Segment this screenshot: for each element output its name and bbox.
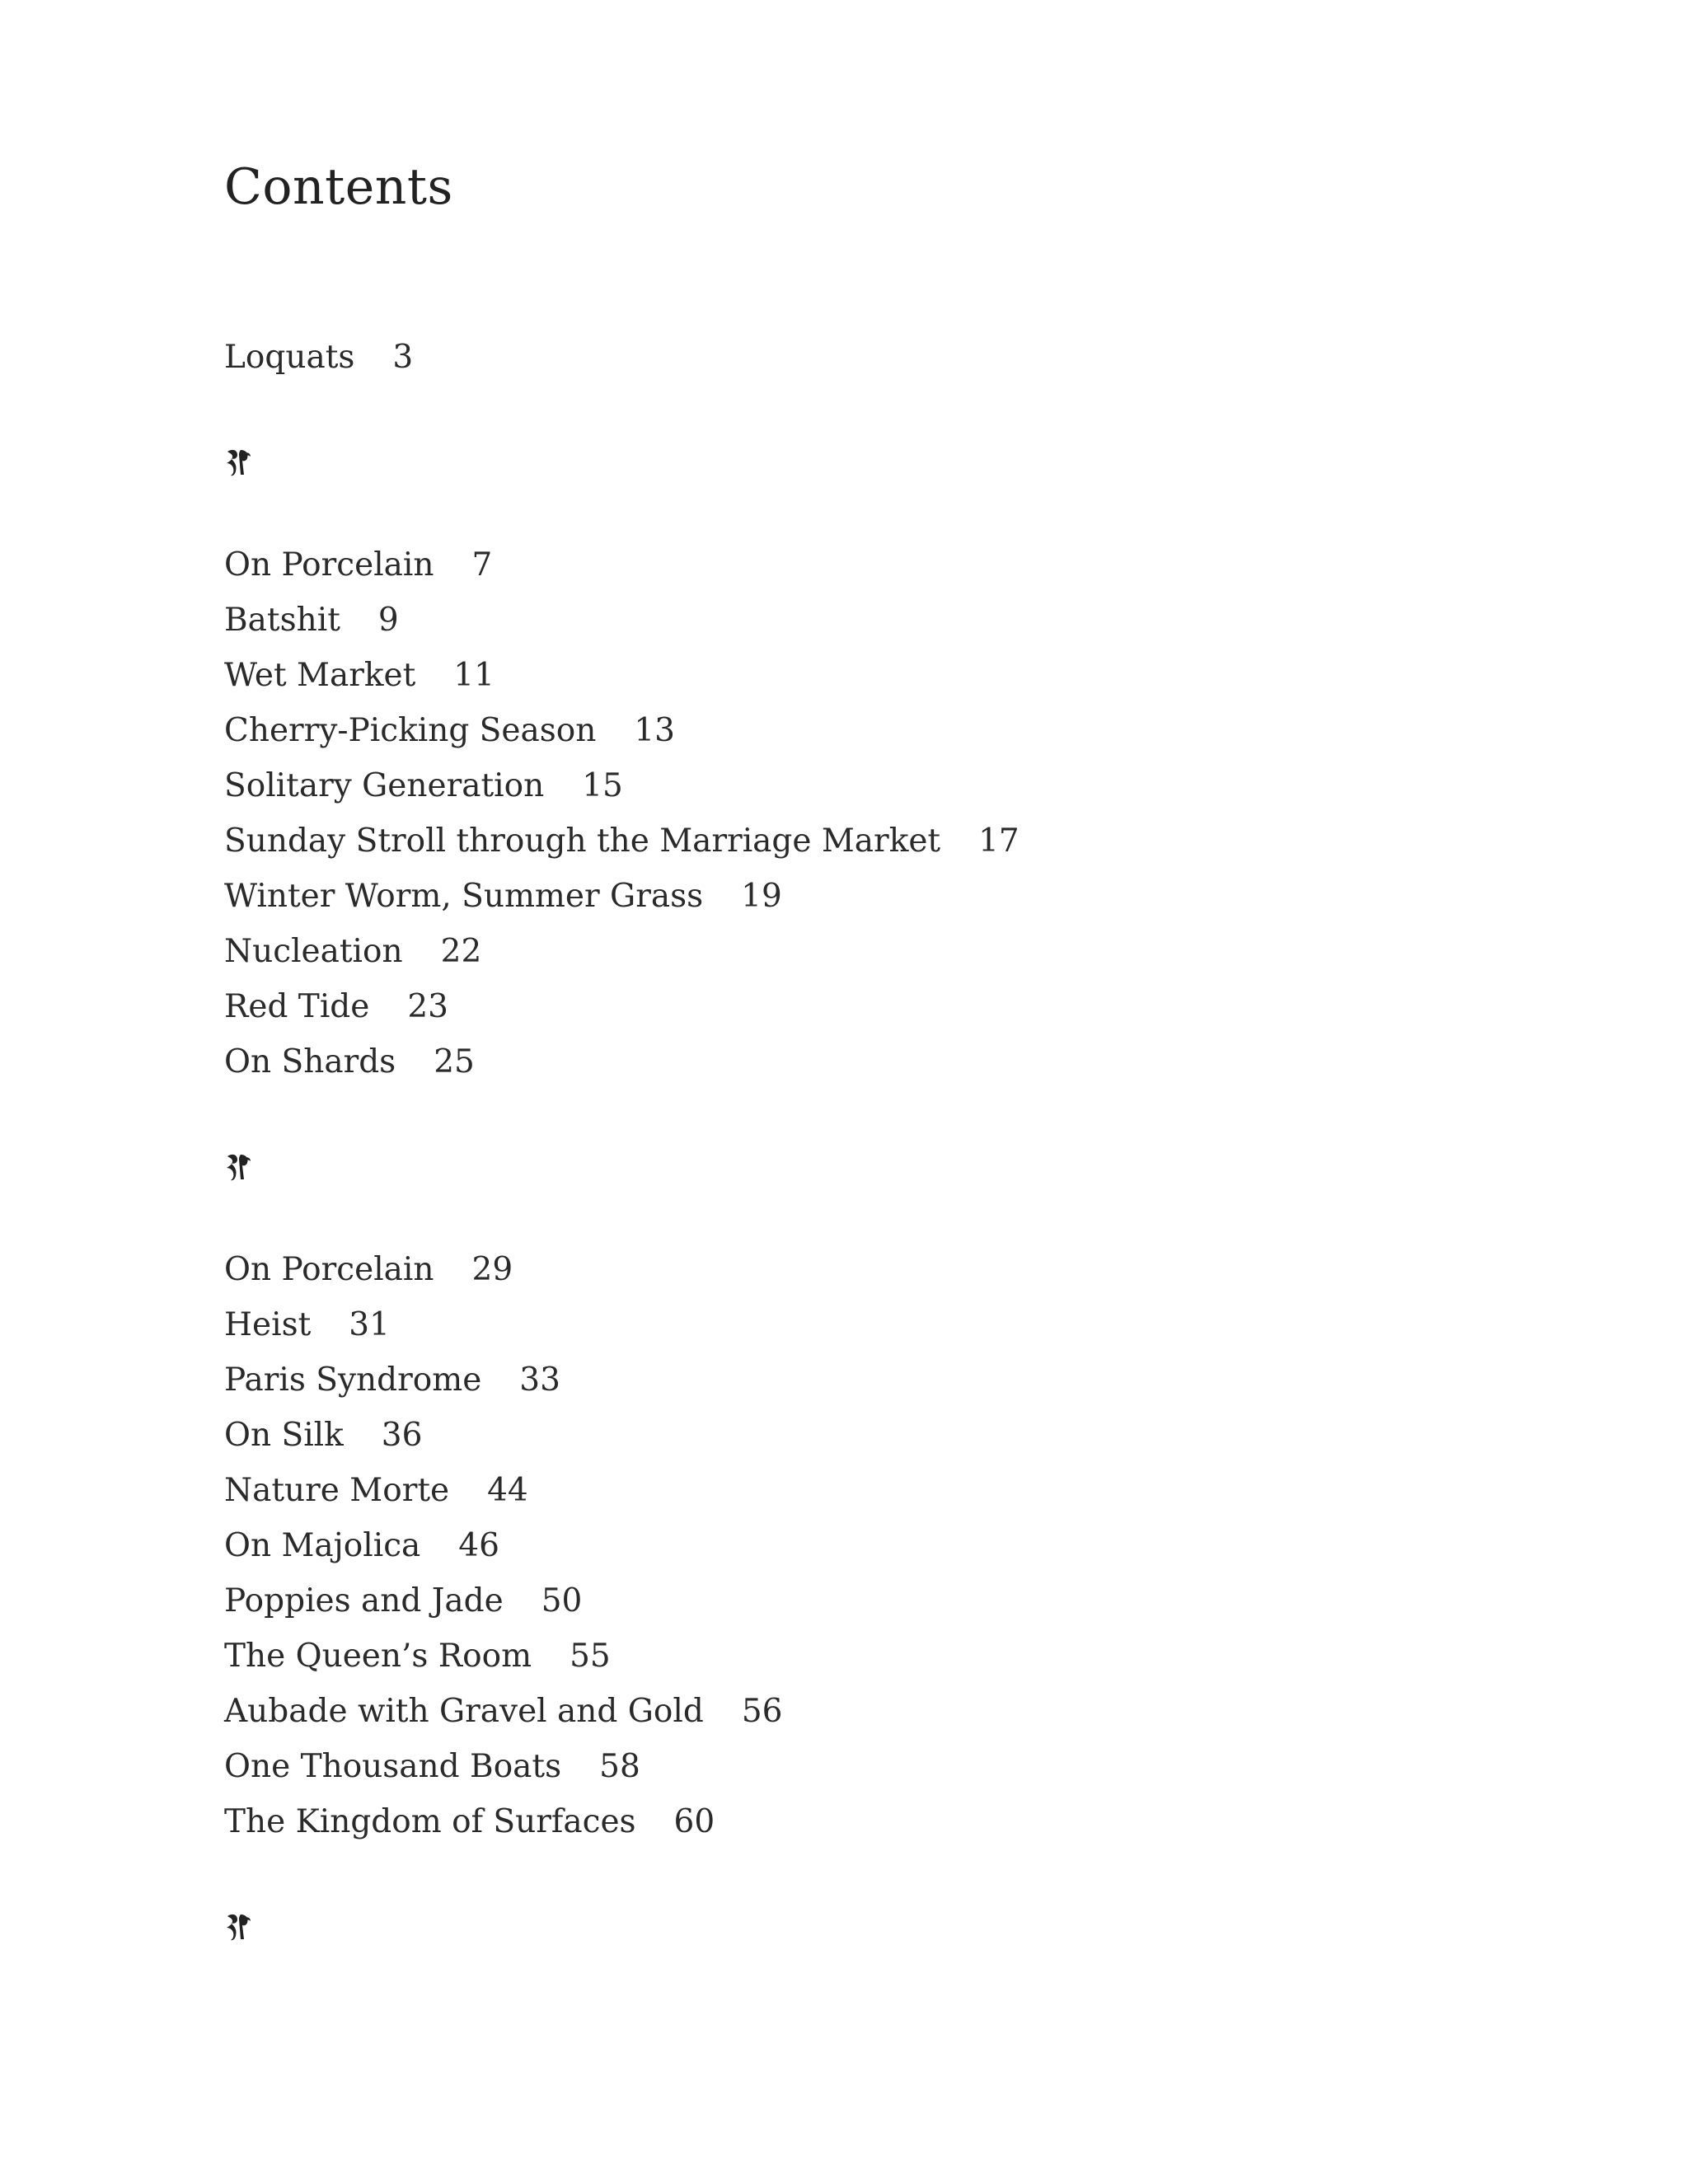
toc-entry <box>224 979 1020 1034</box>
entry-page: 22 <box>440 933 482 970</box>
toc-entry <box>224 1352 1020 1408</box>
entry-page: 44 <box>487 1472 528 1509</box>
toc-entry <box>224 924 1020 979</box>
entry-page: 23 <box>407 988 448 1025</box>
toc-entry <box>224 593 1020 648</box>
entry-page: 56 <box>741 1693 783 1730</box>
section-ornament <box>224 434 1020 489</box>
entry-title: Solitary Generation <box>224 767 545 804</box>
entry-title: Nature Morte <box>224 1472 450 1509</box>
entry-page: 36 <box>381 1417 423 1454</box>
toc-entry <box>224 1684 1020 1739</box>
entry-page: 58 <box>599 1748 640 1785</box>
toc-entry <box>224 758 1020 813</box>
toc-entry <box>224 648 1020 703</box>
entry-page: 25 <box>434 1043 475 1080</box>
entry-title: Cherry-Picking Season <box>224 712 597 749</box>
entry-page: 60 <box>673 1803 715 1840</box>
entry-page: 9 <box>377 602 399 639</box>
fleuron-icon <box>224 1911 252 1943</box>
entry-page: 15 <box>582 767 623 804</box>
entry-page: 13 <box>634 712 675 749</box>
toc-entry <box>224 330 1020 385</box>
entry-title: The Queen’s Room <box>224 1638 532 1675</box>
fleuron-icon <box>224 447 252 478</box>
entry-title: Batshit <box>224 602 340 639</box>
entry-title: Red Tide <box>224 988 370 1025</box>
entry-title: On Majolica <box>224 1527 421 1564</box>
toc-entry <box>224 813 1020 869</box>
toc-entry <box>224 1629 1020 1684</box>
toc-entry <box>224 1463 1020 1518</box>
entry-title: Winter Worm, Summer Grass <box>224 878 704 915</box>
entry-page: 7 <box>471 546 493 583</box>
toc-entry <box>224 1739 1020 1794</box>
toc-entry <box>224 537 1020 593</box>
entry-title: Nucleation <box>224 933 403 970</box>
toc-entry <box>224 1518 1020 1573</box>
entry-title: On Porcelain <box>224 1251 434 1288</box>
toc-entry <box>224 1297 1020 1352</box>
entry-title: One Thousand Boats <box>224 1748 562 1785</box>
toc-entry <box>224 1573 1020 1629</box>
section-ornament <box>224 1138 1020 1193</box>
entry-title: The Kingdom of Surfaces <box>224 1803 636 1840</box>
entry-title: Paris Syndrome <box>224 1361 482 1399</box>
toc-entry <box>224 1242 1020 1297</box>
entry-title: On Porcelain <box>224 546 434 583</box>
entry-page: 50 <box>541 1582 583 1619</box>
page-title: Contents <box>224 158 453 216</box>
entry-page: 55 <box>570 1638 611 1675</box>
toc-entry <box>224 1034 1020 1090</box>
entry-page: 3 <box>392 339 414 376</box>
toc-entry <box>224 869 1020 924</box>
entry-title: Loquats <box>224 339 355 376</box>
entry-title: Poppies and Jade <box>224 1582 504 1619</box>
entry-title: Aubade with Gravel and Gold <box>224 1693 704 1730</box>
entry-page: 33 <box>519 1361 560 1399</box>
entry-page: 31 <box>349 1306 390 1343</box>
entry-page: 17 <box>978 823 1020 860</box>
toc-entry <box>224 1794 1020 1849</box>
entry-title: On Shards <box>224 1043 396 1080</box>
entry-page: 19 <box>741 878 782 915</box>
entry-title: On Silk <box>224 1417 344 1454</box>
toc-entry <box>224 1408 1020 1463</box>
entry-page: 46 <box>458 1527 499 1564</box>
fleuron-icon <box>224 1151 252 1183</box>
entry-page: 29 <box>471 1251 513 1288</box>
entry-title: Sunday Stroll through the Marriage Market <box>224 823 941 860</box>
table-of-contents <box>224 330 1020 2002</box>
section-ornament <box>224 1898 1020 1953</box>
entry-page: 11 <box>453 657 495 694</box>
entry-title: Heist <box>224 1306 312 1343</box>
toc-entry <box>224 703 1020 758</box>
entry-title: Wet Market <box>224 657 416 694</box>
